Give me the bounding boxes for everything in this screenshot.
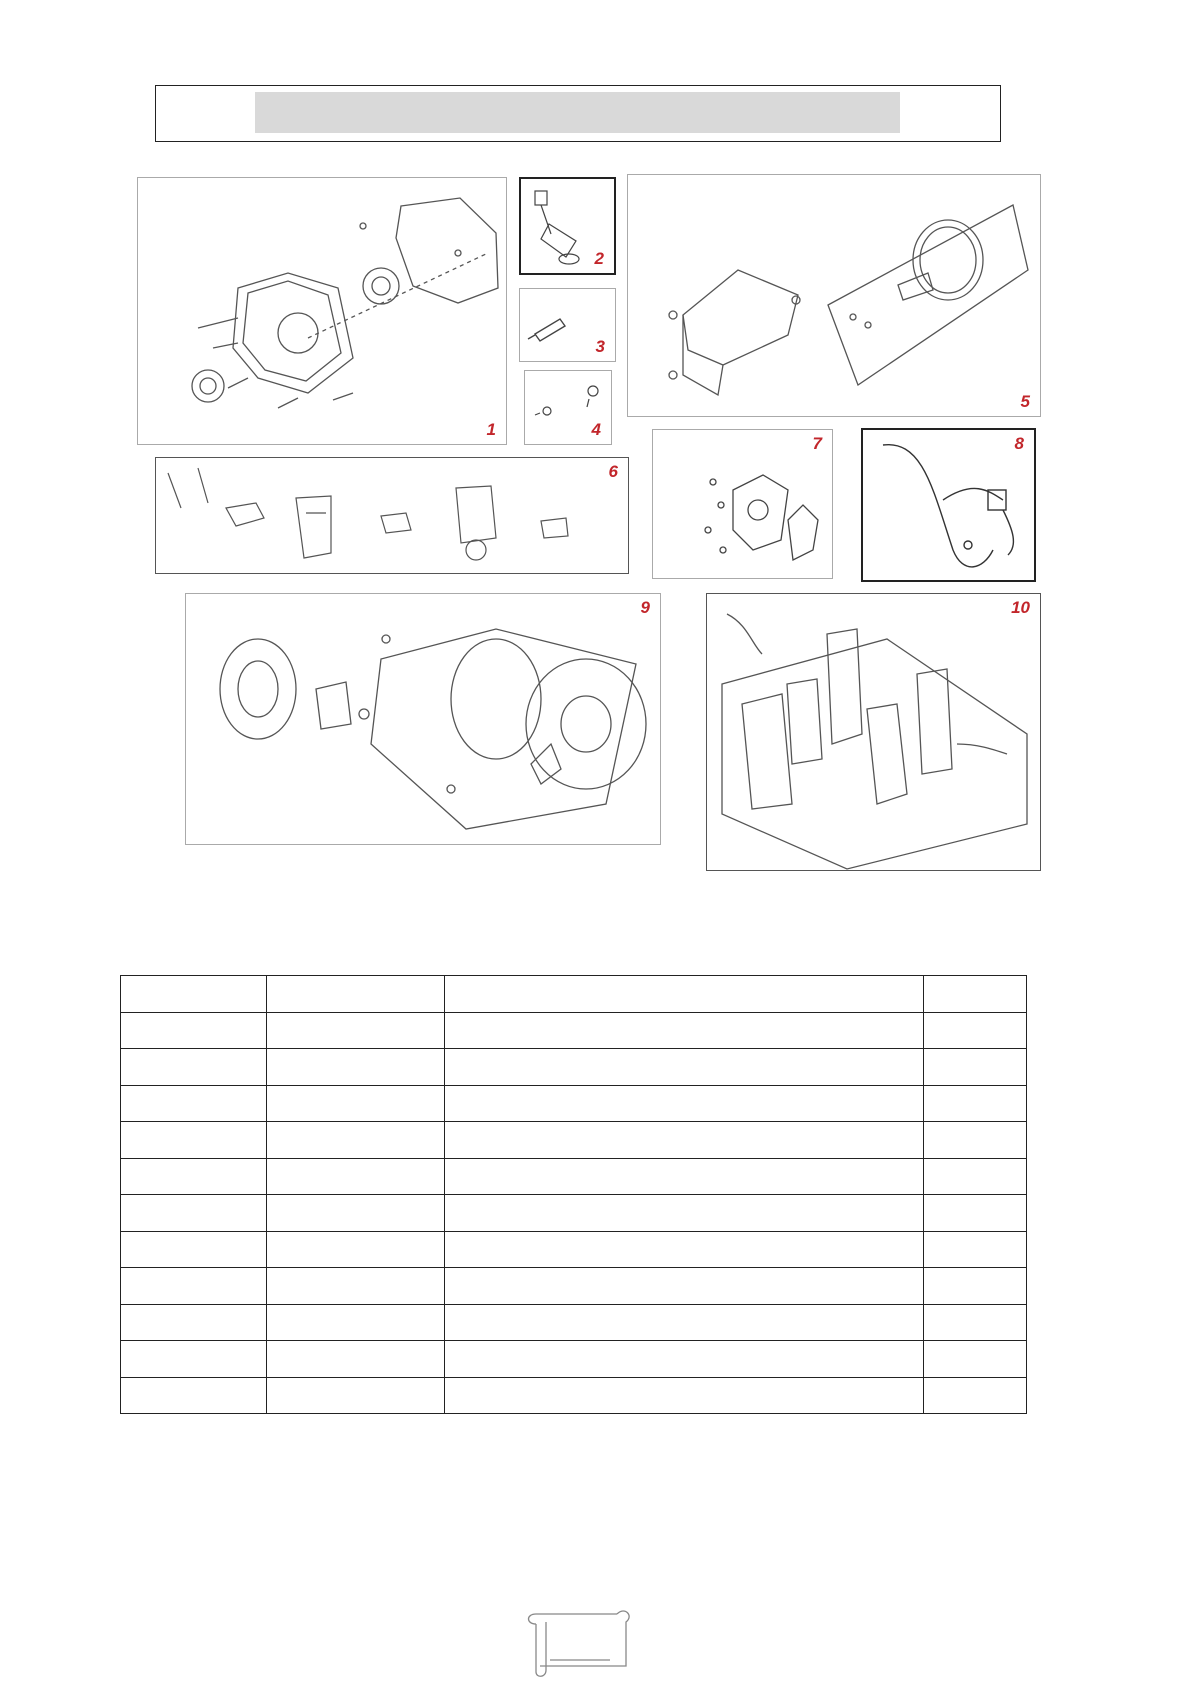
panel-number: 1 xyxy=(486,420,496,439)
table-cell xyxy=(444,1341,923,1378)
crankcase-cover-drawing xyxy=(138,178,508,446)
table-row xyxy=(121,1085,1027,1122)
table-cell xyxy=(444,1231,923,1268)
panel-number: 2 xyxy=(594,249,604,268)
table-cell xyxy=(121,1049,267,1086)
cylinder-head-cover-drawing xyxy=(653,430,834,580)
panel-number: 4 xyxy=(591,420,601,439)
table-cell xyxy=(444,1268,923,1305)
carburetor-drawing xyxy=(156,458,630,575)
panel-number: 8 xyxy=(1014,434,1024,453)
table-row xyxy=(121,1049,1027,1086)
muffler-drawing xyxy=(628,175,1042,418)
table-cell xyxy=(924,1377,1027,1414)
table-cell xyxy=(266,1122,444,1159)
table-cell xyxy=(266,1268,444,1305)
table-cell xyxy=(924,1158,1027,1195)
table-row xyxy=(121,1195,1027,1232)
panel-bolts xyxy=(524,370,612,445)
table-cell xyxy=(924,1304,1027,1341)
table-cell xyxy=(121,1158,267,1195)
table-cell xyxy=(266,1377,444,1414)
table-cell xyxy=(121,1085,267,1122)
table-cell xyxy=(444,1195,923,1232)
table-row xyxy=(121,1304,1027,1341)
panel-number: 10 xyxy=(1011,598,1030,617)
parts-table xyxy=(120,975,1027,1414)
panel-number: 9 xyxy=(640,598,650,617)
panel-number: 7 xyxy=(812,434,822,453)
table-row xyxy=(121,1268,1027,1305)
panel-ignition-wiring xyxy=(861,428,1036,582)
table-cell xyxy=(444,1304,923,1341)
table-row xyxy=(121,976,1027,1013)
table-cell xyxy=(444,1085,923,1122)
panel-number: 5 xyxy=(1020,392,1030,411)
table-cell xyxy=(121,1341,267,1378)
panel-cylinder-head-cover xyxy=(652,429,833,579)
table-cell xyxy=(121,1377,267,1414)
table-cell xyxy=(444,1377,923,1414)
table-cell xyxy=(266,1049,444,1086)
table-cell xyxy=(121,1231,267,1268)
panel-muffler xyxy=(627,174,1041,417)
table-cell xyxy=(924,1268,1027,1305)
table-row xyxy=(121,1341,1027,1378)
table-cell xyxy=(121,1268,267,1305)
panel-recoil-starter xyxy=(185,593,661,845)
table-cell xyxy=(924,1122,1027,1159)
header-box xyxy=(155,85,1001,142)
table-cell xyxy=(266,1231,444,1268)
table-cell xyxy=(924,1012,1027,1049)
table-cell xyxy=(121,976,267,1013)
table-row xyxy=(121,1012,1027,1049)
table-cell xyxy=(266,1304,444,1341)
panel-spark-plug xyxy=(519,288,616,362)
table-cell xyxy=(121,1012,267,1049)
panel-oil-dipstick xyxy=(519,177,616,275)
recoil-starter-drawing xyxy=(186,594,662,846)
table-row xyxy=(121,1158,1027,1195)
table-row xyxy=(121,1377,1027,1414)
panel-air-filter xyxy=(706,593,1041,871)
table-cell xyxy=(924,1085,1027,1122)
table-cell xyxy=(924,1049,1027,1086)
table-cell xyxy=(924,1231,1027,1268)
table-cell xyxy=(266,1158,444,1195)
table-cell xyxy=(924,976,1027,1013)
table-cell xyxy=(444,976,923,1013)
ignition-wiring-drawing xyxy=(863,430,1038,584)
title-bar xyxy=(255,92,900,133)
table-cell xyxy=(924,1195,1027,1232)
air-filter-drawing xyxy=(707,594,1042,872)
table-cell xyxy=(266,1341,444,1378)
table-cell xyxy=(924,1341,1027,1378)
panel-carburetor xyxy=(155,457,629,574)
panel-crankcase-cover xyxy=(137,177,507,445)
table-cell xyxy=(444,1049,923,1086)
table-cell xyxy=(266,1085,444,1122)
table-cell xyxy=(266,1195,444,1232)
table-cell xyxy=(266,976,444,1013)
table-cell xyxy=(121,1195,267,1232)
table-cell xyxy=(121,1122,267,1159)
table-cell xyxy=(444,1122,923,1159)
table-cell xyxy=(121,1304,267,1341)
table-row xyxy=(121,1122,1027,1159)
table-cell xyxy=(444,1012,923,1049)
panel-number: 3 xyxy=(595,337,605,356)
table-cell xyxy=(444,1158,923,1195)
scroll-icon xyxy=(522,1602,632,1682)
panel-number: 6 xyxy=(608,462,618,481)
table-row xyxy=(121,1231,1027,1268)
table-cell xyxy=(266,1012,444,1049)
